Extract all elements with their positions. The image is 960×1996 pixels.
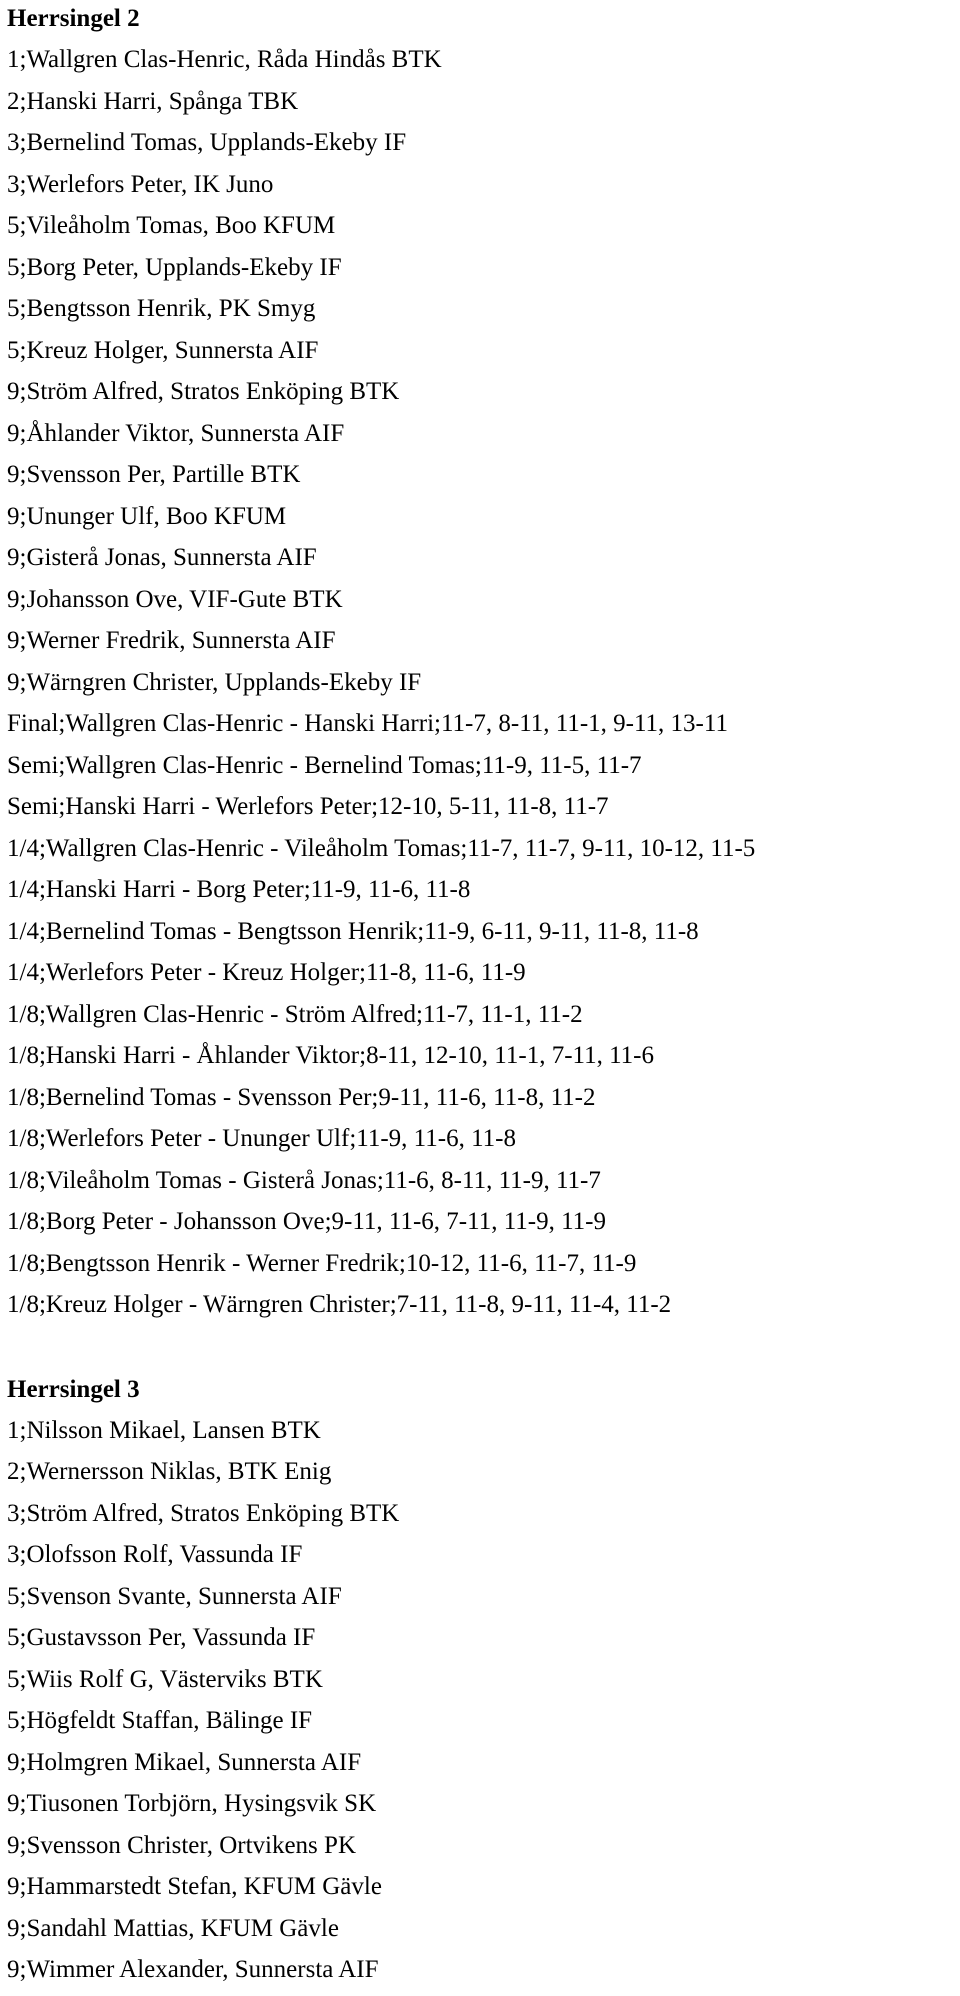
result-line: 9;Wimmer Alexander, Sunnersta AIF <box>7 1956 379 1983</box>
result-line: 9;Hammarstedt Stefan, KFUM Gävle <box>7 1873 382 1900</box>
result-line: 5;Vileåholm Tomas, Boo KFUM <box>7 212 336 239</box>
section-spacer <box>7 1326 960 1369</box>
match-line: 1/4;Wallgren Clas-Henric - Vileåholm Tomas;11-7, 11-7, 9-11, 10-12, 11-5 <box>7 834 756 862</box>
match-line: 1/8;Wallgren Clas-Henric - Ström Alfred;11-7, 11-1, 11-2 <box>7 1000 583 1028</box>
result-line: 9;Gisterå Jonas, Sunnersta AIF <box>7 544 317 571</box>
result-line: 9;Ström Alfred, Stratos Enköping BTK <box>7 378 400 405</box>
match-line: 1/8;Bernelind Tomas - Svensson Per;9-11, 11-6, 11-8, 11-2 <box>7 1083 596 1111</box>
result-line: 3;Werlefors Peter, IK Juno <box>7 170 274 198</box>
result-line: 9;Svensson Per, Partille BTK <box>7 461 301 488</box>
result-line: 5;Bengtsson Henrik, PK Smyg <box>7 295 316 322</box>
section-lines <box>7 39 960 1326</box>
result-line: 1;Nilsson Mikael, Lansen BTK <box>7 1416 321 1444</box>
section-title: Herrsingel 2 <box>7 5 140 32</box>
result-line: 5;Svenson Svante, Sunnersta AIF <box>7 1582 342 1610</box>
match-line: 1/8;Hanski Harri - Åhlander Viktor;8-11, 12-10, 11-1, 7-11, 11-6 <box>7 1042 654 1069</box>
result-line: 9;Svensson Christer, Ortvikens PK <box>7 1831 356 1859</box>
match-line: Semi;Wallgren Clas-Henric - Bernelind Tomas;11-9, 11-5, 11-7 <box>7 751 642 779</box>
match-line: 1/8;Bengtsson Henrik - Werner Fredrik;10-12, 11-6, 11-7, 11-9 <box>7 1249 637 1277</box>
match-line: 1/8;Vileåholm Tomas - Gisterå Jonas;11-6, 8-11, 11-9, 11-7 <box>7 1166 601 1194</box>
match-line: Semi;Hanski Harri - Werlefors Peter;12-10, 5-11, 11-8, 11-7 <box>7 793 609 820</box>
result-line: 5;Högfeldt Staffan, Bälinge IF <box>7 1707 313 1734</box>
match-line: 1/4;Hanski Harri - Borg Peter;11-9, 11-6, 11-8 <box>7 876 471 903</box>
match-line: 1/4;Werlefors Peter - Kreuz Holger;11-8, 11-6, 11-9 <box>7 959 526 986</box>
result-line: 9;Åhlander Viktor, Sunnersta AIF <box>7 419 345 447</box>
section-lines <box>7 1410 960 1991</box>
section-herrsingel-2 <box>7 0 960 1326</box>
result-line: 5;Kreuz Holger, Sunnersta AIF <box>7 336 319 364</box>
result-line: 5;Borg Peter, Upplands-Ekeby IF <box>7 253 342 281</box>
match-line: Final;Wallgren Clas-Henric - Hanski Harri;11-7, 8-11, 11-1, 9-11, 13-11 <box>7 710 728 737</box>
result-line: 3;Olofsson Rolf, Vassunda IF <box>7 1541 303 1568</box>
result-line: 1;Wallgren Clas-Henric, Råda Hindås BTK <box>7 46 442 73</box>
result-line: 2;Wernersson Niklas, BTK Enig <box>7 1458 332 1485</box>
section-herrsingel-3 <box>7 1369 960 1991</box>
match-line: 1/4;Bernelind Tomas - Bengtsson Henrik;11-9, 6-11, 9-11, 11-8, 11-8 <box>7 917 699 945</box>
result-line: 9;Sandahl Mattias, KFUM Gävle <box>7 1914 339 1942</box>
result-line: 9;Johansson Ove, VIF-Gute BTK <box>7 585 343 613</box>
result-line: 3;Bernelind Tomas, Upplands-Ekeby IF <box>7 129 407 156</box>
result-line: 9;Holmgren Mikael, Sunnersta AIF <box>7 1748 362 1776</box>
result-line: 5;Wiis Rolf G, Västerviks BTK <box>7 1665 323 1693</box>
result-line: 9;Werner Fredrik, Sunnersta AIF <box>7 627 336 654</box>
match-line: 1/8;Borg Peter - Johansson Ove;9-11, 11-6, 7-11, 11-9, 11-9 <box>7 1208 606 1235</box>
result-line: 5;Gustavsson Per, Vassunda IF <box>7 1624 316 1651</box>
result-line: 2;Hanski Harri, Spånga TBK <box>7 87 299 115</box>
result-line: 9;Wärngren Christer, Upplands-Ekeby IF <box>7 668 422 696</box>
match-line: 1/8;Kreuz Holger - Wärngren Christer;7-11, 11-8, 9-11, 11-4, 11-2 <box>7 1291 672 1318</box>
match-line: 1/8;Werlefors Peter - Ununger Ulf;11-9, 11-6, 11-8 <box>7 1125 516 1152</box>
result-line: 9;Tiusonen Torbjörn, Hysingsvik SK <box>7 1790 377 1817</box>
section-title: Herrsingel 3 <box>7 1375 140 1403</box>
result-line: 9;Ununger Ulf, Boo KFUM <box>7 502 287 530</box>
result-line: 3;Ström Alfred, Stratos Enköping BTK <box>7 1499 400 1527</box>
